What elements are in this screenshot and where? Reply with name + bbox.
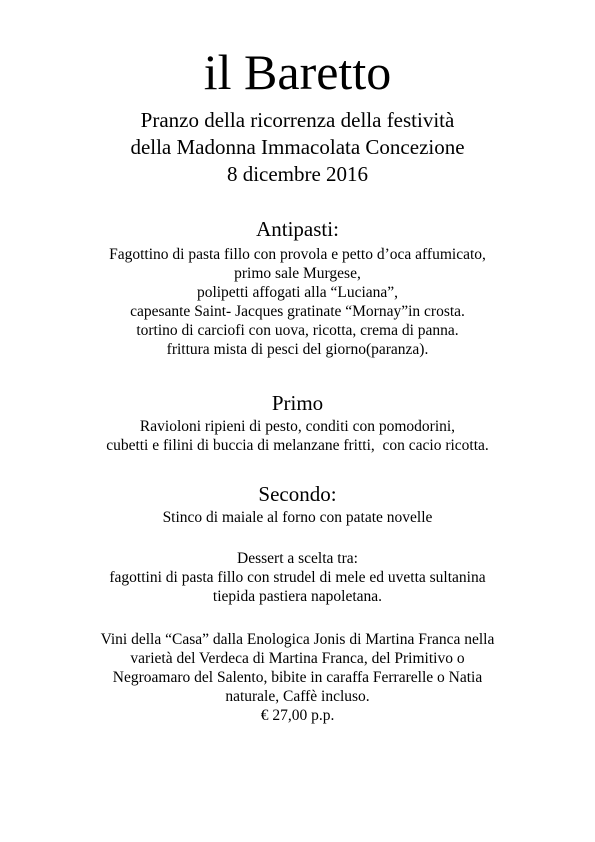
dessert-heading: Dessert a scelta tra: [237, 550, 358, 567]
menu-item: Fagottino di pasta fillo con provola e petto d’oca affumicato, [109, 246, 486, 263]
primo-heading: Primo [271, 391, 324, 415]
occasion-subtitle [0, 107, 595, 188]
subtitle-line: della Madonna Immacolata Concezione [130, 135, 465, 159]
menu-item: cubetti e filini di buccia di melanzane fritti, con cacio ricotta. [106, 437, 489, 454]
menu-item: Ravioloni ripieni di pesto, conditi con pomodorini, [139, 418, 456, 435]
secondo-list [0, 508, 595, 527]
menu-item: capesante Saint- Jacques gratinate “Mornay”in crosta. [130, 303, 465, 320]
wine-line: Vini della “Casa” dalla Enologica Jonis di Martina Franca nella [100, 631, 495, 648]
restaurant-title: il Baretto [203, 44, 392, 100]
primo-list [0, 417, 595, 455]
price: € 27,00 p.p. [260, 707, 335, 724]
event-date: 8 dicembre 2016 [226, 162, 369, 186]
wine-line: naturale, Caffè incluso. [225, 688, 370, 705]
secondo-heading: Secondo: [258, 482, 337, 506]
menu-item: Stinco di maiale al forno con patate novelle [162, 509, 433, 526]
antipasti-heading: Antipasti: [256, 217, 339, 241]
menu-item: frittura mista di pesci del giorno(paranza). [166, 341, 429, 358]
dessert-list [0, 549, 595, 606]
menu-item: fagottini di pasta fillo con strudel di mele ed uvetta sultanina [109, 569, 486, 586]
wine-line: Negroamaro del Salento, bibite in caraffa Ferrarelle o Natia [112, 669, 483, 686]
menu-item: polipetti affogati alla “Luciana”, [196, 284, 399, 301]
wine-note [0, 630, 595, 725]
antipasti-list [0, 245, 595, 359]
wine-line: varietà del Verdeca di Martina Franca, del Primitivo o [130, 650, 465, 667]
subtitle-line: Pranzo della ricorrenza della festività [140, 108, 455, 132]
menu-item: tortino di carciofi con uova, ricotta, crema di panna. [136, 322, 459, 339]
menu-item: primo sale Murgese, [234, 265, 361, 282]
menu-item: tiepida pastiera napoletana. [212, 588, 383, 605]
